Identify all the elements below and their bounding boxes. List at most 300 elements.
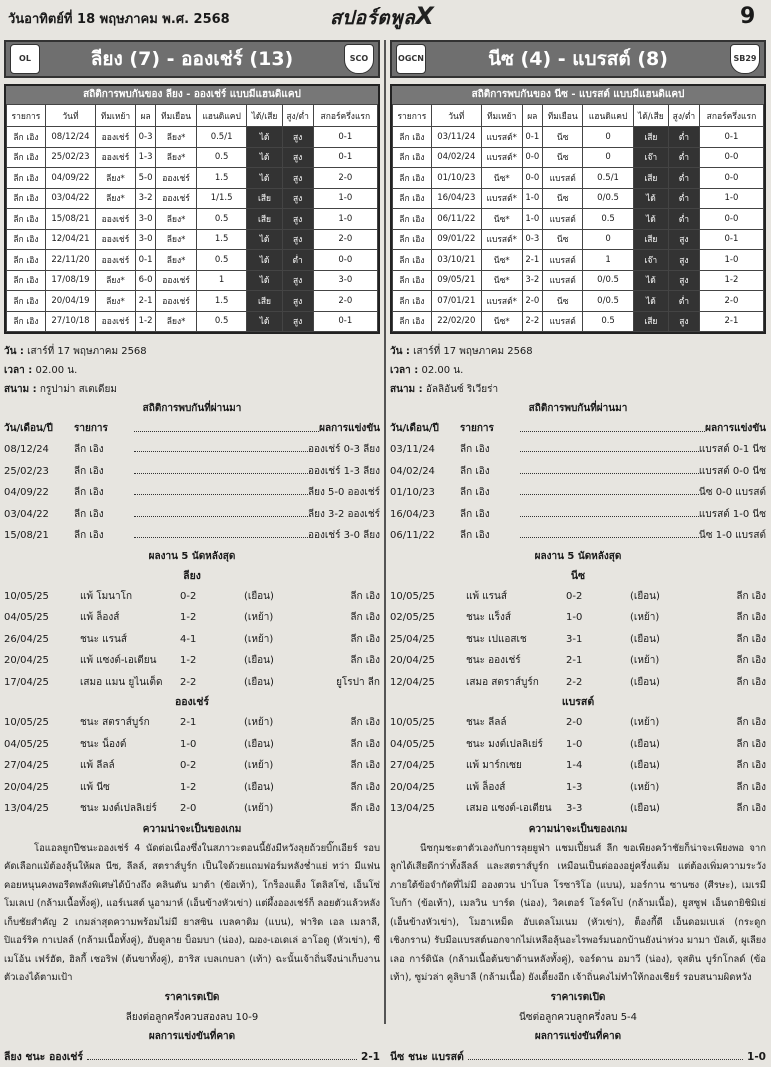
form-opponent: แพ้ ล็องส์	[80, 612, 120, 623]
team-form-title: อองเช่ร์	[174, 696, 210, 708]
history-competition: ลีก เอิง	[74, 465, 104, 477]
table-row	[393, 209, 764, 230]
cell-halftime: 2-0	[313, 229, 377, 250]
form-venue: (เยือน)	[244, 781, 274, 793]
history-competition: ลีก เอิง	[74, 444, 104, 455]
form-row	[4, 798, 380, 820]
cell-halftime: 2-0	[313, 168, 377, 189]
form-date: 27/04/25	[390, 760, 435, 771]
form-row	[390, 755, 766, 777]
form-opponent: ชนะ มงต์เปลลิเย่ร์	[80, 803, 157, 814]
prediction-score: 1-0	[747, 1050, 766, 1063]
form-venue: (เยือน)	[630, 633, 660, 645]
history-row	[4, 525, 380, 547]
cell-home: นีซ*	[481, 270, 522, 291]
history-result: อองเช่ร์ 0-3 ลียง	[307, 444, 380, 455]
cell-handicap: 1	[196, 270, 247, 291]
history-competition: ลีก เอิง	[74, 487, 104, 498]
form-row	[390, 586, 766, 608]
history-competition: ลีก เอิง	[460, 465, 490, 477]
cell-over-under: สูง	[668, 311, 699, 332]
form-score: 1-2	[180, 781, 197, 793]
cell-competition: ลีก เอิง	[7, 270, 46, 291]
form-score: 2-2	[180, 676, 197, 688]
match-header	[4, 40, 380, 78]
cell-win-lose: เสีย	[633, 168, 668, 189]
cell-halftime: 3-0	[313, 270, 377, 291]
form-score: 4-1	[180, 633, 197, 645]
cell-home: ลียง*	[96, 291, 136, 312]
cell-over-under: สูง	[282, 229, 313, 250]
cell-over-under: สูง	[668, 250, 699, 271]
table-header-row	[393, 105, 764, 127]
cell-home: อองเช่ร์	[96, 127, 136, 148]
form-venue: (เยือน)	[630, 760, 660, 771]
prediction-title: ผลการแข่งขันที่คาด	[148, 1030, 236, 1042]
dot-leader	[520, 461, 699, 474]
form-competition: ลีก เอิง	[736, 781, 766, 793]
history-competition: ลีก เอิง	[74, 508, 104, 520]
cell-home: ลียง*	[96, 168, 136, 189]
form-score: 2-1	[566, 655, 583, 666]
cell-over-under: สูง	[668, 270, 699, 291]
col-date: วันที่	[45, 105, 95, 127]
cell-competition: ลีก เอิง	[7, 168, 46, 189]
cell-date: 09/01/22	[431, 229, 481, 250]
cell-away: ลียง*	[156, 147, 196, 168]
col-away: ทีมเยือน	[156, 105, 196, 127]
stats-title: สถิติการพบกันของ นีซ - แบรสต์ แบบมีแฮนดิแคป	[392, 86, 764, 104]
cell-win-lose: ได้	[633, 188, 668, 209]
cell-result: 0-0	[522, 147, 543, 168]
cell-home: นีซ*	[481, 250, 522, 271]
cell-away: ลียง*	[156, 209, 196, 230]
cell-competition: ลีก เอิง	[7, 229, 46, 250]
time-label: เวลา :	[4, 365, 33, 376]
match-header	[390, 40, 766, 78]
issue-date: วันอาทิตย์ที่ 18 พฤษภาคม พ.ศ. 2568	[8, 12, 230, 27]
form-date: 12/04/25	[390, 676, 435, 688]
history-row	[390, 482, 766, 504]
logo-x: X	[415, 2, 435, 30]
cell-halftime: 2-1	[699, 311, 763, 332]
form-score: 1-0	[180, 738, 197, 750]
form-venue: (เหย้า)	[244, 760, 274, 771]
cell-result: 2-1	[135, 291, 156, 312]
dot-leader	[134, 525, 308, 538]
form-venue: (เยือน)	[630, 676, 660, 688]
page-header	[0, 0, 771, 34]
cell-competition: ลีก เอิง	[7, 250, 46, 271]
match-title: นีซ (4) - แบรสต์ (8)	[488, 48, 668, 70]
home-crest-icon: OL	[10, 44, 40, 74]
prediction-text: ลียง ชนะ อองเช่ร์	[4, 1050, 84, 1063]
cell-halftime: 0-0	[699, 168, 763, 189]
cell-over-under: สูง	[282, 209, 313, 230]
history-competition: ลีก เอิง	[460, 487, 490, 498]
history-row	[390, 504, 766, 526]
form-row	[4, 672, 380, 694]
match-column	[4, 40, 380, 1067]
history-date: 03/11/24	[390, 444, 435, 455]
venue-value: กรูปาม่า สเตเดียม	[39, 384, 117, 395]
col-date: วันที่	[431, 105, 481, 127]
table-row	[7, 168, 378, 189]
cell-date: 03/10/21	[431, 250, 481, 271]
cell-home: อองเช่ร์	[96, 229, 136, 250]
cell-halftime: 2-0	[313, 291, 377, 312]
handicap-table	[6, 104, 378, 332]
cell-home: นีซ*	[481, 311, 522, 332]
form-score: 1-0	[566, 612, 583, 623]
handicap-stats-box	[390, 84, 766, 334]
form-row	[4, 629, 380, 651]
col-away: ทีมเยือน	[543, 105, 583, 127]
cell-away: ลียง*	[156, 250, 196, 271]
team-form-title: นีซ	[570, 569, 586, 582]
cell-win-lose: ได้	[247, 168, 282, 189]
cell-result: 0-1	[135, 250, 156, 271]
cell-halftime: 0-0	[699, 209, 763, 230]
cell-competition: ลีก เอิง	[7, 209, 46, 230]
cell-handicap: 0	[583, 147, 634, 168]
match-column	[390, 40, 766, 1067]
history-col-result: ผลการแข่งขัน	[705, 423, 766, 434]
table-row	[393, 291, 764, 312]
newspaper-logo	[330, 2, 448, 30]
form-date: 17/04/25	[4, 676, 49, 688]
table-row	[7, 270, 378, 291]
form-row	[4, 734, 380, 756]
form-opponent: ชนะ เปแอสเช	[466, 633, 527, 645]
form-score: 0-2	[180, 760, 197, 771]
cell-halftime: 1-0	[313, 188, 377, 209]
form-date: 25/04/25	[390, 633, 435, 645]
cell-over-under: สูง	[282, 147, 313, 168]
form-opponent: เสมอ แซงต์-เอเตียน	[466, 803, 552, 814]
cell-handicap: 0.5	[583, 311, 634, 332]
form-score: 1-4	[566, 760, 583, 771]
odds-title: ราคาเรตเปิด	[164, 991, 220, 1003]
cell-away: อองเช่ร์	[156, 291, 196, 312]
cell-home: แบรสต์*	[481, 127, 522, 148]
form-date: 13/04/25	[390, 803, 435, 814]
cell-result: 2-0	[522, 291, 543, 312]
cell-halftime: 0-1	[313, 311, 377, 332]
dot-leader	[520, 419, 705, 432]
cell-handicap: 0.5	[196, 147, 247, 168]
cell-date: 07/01/21	[431, 291, 481, 312]
form-competition: ลีก เอิง	[736, 612, 766, 623]
cell-win-lose: ได้	[247, 147, 282, 168]
form-date: 13/04/25	[4, 803, 49, 814]
form-score: 0-2	[566, 590, 583, 602]
col-home: ทีมเหย้า	[481, 105, 522, 127]
form-row	[4, 712, 380, 734]
cell-competition: ลีก เอิง	[7, 311, 46, 332]
cell-away: อองเช่ร์	[156, 188, 196, 209]
cell-win-lose: เสีย	[247, 209, 282, 230]
cell-handicap: 0/0.5	[583, 270, 634, 291]
cell-handicap: 1	[583, 250, 634, 271]
form-row	[390, 650, 766, 672]
cell-home: ลียง*	[96, 188, 136, 209]
cell-home: อองเช่ร์	[96, 209, 136, 230]
odds-text: นีซต่อลูกควบลูกครึ่งลบ 5-4	[518, 1011, 638, 1023]
form-row	[4, 586, 380, 608]
form-row	[390, 777, 766, 799]
cell-away: ลียง*	[156, 311, 196, 332]
form-title: ผลงาน 5 นัดหลังสุด	[534, 550, 622, 562]
cell-result: 3-2	[135, 188, 156, 209]
col-halftime: สกอร์ครึ่งแรก	[313, 105, 377, 127]
history-result: อองเช่ร์ 1-3 ลียง	[307, 465, 380, 477]
history-col-comp: รายการ	[460, 423, 494, 434]
time-value: 02.00 น.	[35, 365, 78, 376]
time-value: 02.00 น.	[421, 365, 464, 376]
team-form-title: ลียง	[183, 569, 201, 582]
cell-away: แบรสต์	[543, 270, 583, 291]
form-date: 27/04/25	[4, 760, 49, 771]
table-header-row	[7, 105, 378, 127]
match-day	[390, 342, 766, 361]
cell-home: แบรสต์*	[481, 147, 522, 168]
cell-date: 06/11/22	[431, 209, 481, 230]
form-opponent: ชนะ มงต์เปลลิเย่ร์	[466, 738, 543, 750]
history-result: แบรสต์ 1-0 นีซ	[698, 508, 766, 520]
cell-away: ลียง*	[156, 229, 196, 250]
cell-over-under: ต่ำ	[668, 168, 699, 189]
form-score: 2-2	[566, 676, 583, 688]
dot-leader	[134, 482, 308, 495]
cell-result: 0-1	[522, 127, 543, 148]
cell-competition: ลีก เอิง	[393, 229, 432, 250]
cell-date: 22/11/20	[45, 250, 95, 271]
form-row	[390, 629, 766, 651]
cell-competition: ลีก เอิง	[7, 188, 46, 209]
cell-result: 3-0	[135, 209, 156, 230]
cell-handicap: 0.5	[196, 250, 247, 271]
table-row	[7, 147, 378, 168]
dot-leader	[134, 504, 308, 517]
cell-halftime: 0-0	[699, 147, 763, 168]
venue-label: สนาม :	[390, 384, 423, 395]
cell-date: 04/02/24	[431, 147, 481, 168]
home-crest-icon: OGCN	[396, 44, 426, 74]
history-competition: ลีก เอิง	[460, 530, 490, 541]
outlook-text: นีซกุมชะตาตัวเองกับการลุยยูฟ่า แชมเปี้ยนส์ ลีก ขอเพียงคว้าชัยก็น่าจะเพียงพอ จากลูกได้เสียดีกว่าทั้งลีลล์ และสตราส์บูร์ก เหมือนเป็นต่อองอยู่ครึ่งแต้ม แต่ต้องเพิ่มความระวัง ภายใต้ข้อจำกัดที่ไม่มี อองตวน ปาโบล โรซาริโอ (แบน), มอร์กาน ซานซง (ศีรษะ), เมเรมี โบก้า (ข้อเท้า), เมลวิน บาร์ด (น่อง), วิคเตอร์ โอร์คโป (กล้ามเนื้อ), ยูสซูฟ เอ็นดายิชิมิเย่ (เอ็นข้างหัวเข่า), โมฮาเหม็ด อับเดลโมเนม (หัวเข่า), ต็องกี้ดี เอ็นดอมเบเล่ (กระดูก เชิงกราน) รับมือแบรสต์นอกจากไม่เหลือลุ้นอะไรพอร์มนอกบ้านยังน่าห่วง มามา บัลเด้, ผูเลียง เลอ การ์ดินัล (กล้ามเนื้อต้นขาด้านหลังทั้งคู่), จอร์ดาน อมาวี (น่อง), จุสติน บูร์กโกลด์ (ข้อเท้า), ซูม่วล่า คูลิบาลี (กล้ามเนื้อ) ยังเดี้ยงอีก เจ้าถิ่นคงไม่ทำให้กองเชียร์ รอบสนามผิดหวัง	[390, 842, 766, 983]
cell-home: แบรสต์*	[481, 291, 522, 312]
logo-text: สปอร์ตพูล	[330, 7, 416, 29]
form-venue: (เหย้า)	[244, 717, 274, 728]
cell-halftime: 1-0	[313, 209, 377, 230]
history-date: 01/10/23	[390, 487, 435, 498]
away-crest-icon: SCO	[344, 44, 374, 74]
history-result: แบรสต์ 0-1 นีซ	[698, 444, 766, 455]
table-row	[393, 147, 764, 168]
cell-date: 20/04/19	[45, 291, 95, 312]
form-date: 10/05/25	[390, 717, 435, 728]
cell-win-lose: เสีย	[633, 127, 668, 148]
form-opponent: แพ้ โมนาโก	[80, 590, 133, 602]
cell-result: 0-3	[135, 127, 156, 148]
col-win-lose: ได้/เสีย	[633, 105, 668, 127]
form-date: 04/05/25	[4, 738, 49, 750]
form-venue: (เยือน)	[244, 738, 274, 750]
dot-leader	[134, 419, 319, 432]
cell-handicap: 0/0.5	[583, 188, 634, 209]
form-date: 20/04/25	[4, 781, 49, 793]
table-row	[7, 127, 378, 148]
match-title: ลียง (7) - อองเช่ร์ (13)	[90, 48, 294, 70]
page-number: 9	[740, 4, 756, 29]
cell-date: 25/02/23	[45, 147, 95, 168]
history-date: 04/02/24	[390, 465, 435, 477]
cell-result: 1-2	[135, 311, 156, 332]
cell-away: แบรสต์	[543, 168, 583, 189]
handicap-stats-box	[4, 84, 380, 334]
form-score: 1-0	[566, 738, 583, 750]
history-header	[390, 419, 766, 439]
form-section	[4, 567, 380, 820]
cell-competition: ลีก เอิง	[393, 270, 432, 291]
cell-win-lose: เสีย	[247, 291, 282, 312]
cell-competition: ลีก เอิง	[7, 291, 46, 312]
dot-leader	[520, 482, 699, 495]
cell-date: 16/04/23	[431, 188, 481, 209]
cell-handicap: 0.5/1	[583, 168, 634, 189]
away-crest-icon: SB29	[730, 44, 760, 74]
form-score: 2-0	[566, 717, 583, 728]
cell-away: แบรสต์	[543, 311, 583, 332]
cell-over-under: สูง	[282, 188, 313, 209]
history-list	[390, 439, 766, 547]
col-over-under: สูง/ต่ำ	[668, 105, 699, 127]
col-result: ผล	[522, 105, 543, 127]
form-row	[390, 734, 766, 756]
history-title: สถิติการพบกันที่ผ่านมา	[142, 403, 242, 414]
cell-away: นีซ	[543, 291, 583, 312]
history-competition: ลีก เอิง	[460, 444, 490, 455]
cell-result: 2-2	[522, 311, 543, 332]
cell-handicap: 0/0.5	[583, 291, 634, 312]
venue-label: สนาม :	[4, 384, 37, 395]
cell-away: นีซ	[543, 147, 583, 168]
cell-over-under: สูง	[282, 270, 313, 291]
prediction-title: ผลการแข่งขันที่คาด	[534, 1030, 622, 1042]
history-result: ลียง 5-0 อองเช่ร์	[307, 487, 380, 498]
cell-home: อองเช่ร์	[96, 147, 136, 168]
cell-over-under: สูง	[282, 127, 313, 148]
prediction-score: 2-1	[361, 1050, 380, 1063]
cell-win-lose: เสีย	[633, 311, 668, 332]
form-row	[4, 777, 380, 799]
cell-halftime: 2-0	[699, 291, 763, 312]
cell-halftime: 0-1	[313, 127, 377, 148]
col-competition: รายการ	[393, 105, 432, 127]
column-divider	[384, 40, 386, 1024]
cell-over-under: สูง	[668, 229, 699, 250]
cell-date: 15/08/21	[45, 209, 95, 230]
cell-competition: ลีก เอิง	[7, 147, 46, 168]
cell-halftime: 1-2	[699, 270, 763, 291]
form-competition: ลีก เอิง	[736, 760, 766, 771]
match-time	[390, 361, 766, 380]
cell-away: อองเช่ร์	[156, 270, 196, 291]
history-date: 16/04/23	[390, 508, 435, 520]
match-time	[4, 361, 380, 380]
cell-competition: ลีก เอิง	[393, 250, 432, 271]
form-date: 10/05/25	[4, 590, 49, 602]
match-info	[4, 342, 380, 399]
cell-competition: ลีก เอิง	[393, 209, 432, 230]
form-competition: ลีก เอิง	[736, 738, 766, 750]
form-competition: ลีก เอิง	[350, 717, 380, 728]
match-info	[390, 342, 766, 399]
cell-halftime: 0-1	[699, 127, 763, 148]
cell-date: 04/09/22	[45, 168, 95, 189]
form-venue: (เหย้า)	[630, 717, 660, 728]
form-date: 10/05/25	[4, 717, 49, 728]
history-col-comp: รายการ	[74, 423, 108, 434]
form-competition: ลีก เอิง	[736, 803, 766, 814]
cell-handicap: 1.5	[196, 229, 247, 250]
table-row	[7, 209, 378, 230]
cell-away: นีซ	[543, 188, 583, 209]
cell-competition: ลีก เอิง	[393, 291, 432, 312]
cell-date: 01/10/23	[431, 168, 481, 189]
table-row	[7, 291, 378, 312]
outlook-title: ความน่าจะเป็นของเกม	[142, 823, 242, 835]
form-competition: ลีก เอิง	[736, 590, 766, 602]
form-opponent: ชนะ แรนส์	[80, 633, 127, 645]
cell-win-lose: ได้	[247, 270, 282, 291]
cell-win-lose: เจ๊า	[633, 250, 668, 271]
history-header	[4, 419, 380, 439]
cell-result: 3-2	[522, 270, 543, 291]
form-row	[390, 798, 766, 820]
outlook-title: ความน่าจะเป็นของเกม	[528, 823, 628, 835]
cell-home: แบรสต์*	[481, 229, 522, 250]
history-row	[390, 439, 766, 461]
prediction-text: นีซ ชนะ แบรสต์	[390, 1050, 464, 1063]
history-result: นีซ 0-0 แบรสต์	[698, 487, 766, 498]
col-home: ทีมเหย้า	[96, 105, 136, 127]
prediction-row	[4, 1047, 380, 1067]
form-date: 04/05/25	[4, 612, 49, 623]
cell-handicap: 0.5/1	[196, 127, 247, 148]
cell-handicap: 0	[583, 229, 634, 250]
odds-text: ลียงต่อลูกครึ่งควบสองลบ 10-9	[125, 1011, 259, 1023]
cell-handicap: 1.5	[196, 291, 247, 312]
history-date: 08/12/24	[4, 444, 49, 455]
history-col-date: วัน/เดือน/ปี	[4, 423, 53, 434]
form-score: 3-1	[566, 633, 583, 645]
cell-date: 03/04/22	[45, 188, 95, 209]
form-venue: (เหย้า)	[630, 781, 660, 793]
dot-leader	[87, 1047, 357, 1060]
cell-date: 12/04/21	[45, 229, 95, 250]
history-result: ลียง 3-2 อองเช่ร์	[307, 508, 380, 520]
history-row	[4, 439, 380, 461]
form-opponent: ชนะ น็องต์	[80, 738, 127, 750]
cell-over-under: ต่ำ	[668, 127, 699, 148]
cell-away: นีซ	[543, 229, 583, 250]
form-score: 1-2	[180, 655, 197, 666]
cell-date: 22/02/20	[431, 311, 481, 332]
form-venue: (เยือน)	[630, 590, 660, 602]
cell-halftime: 0-0	[313, 250, 377, 271]
